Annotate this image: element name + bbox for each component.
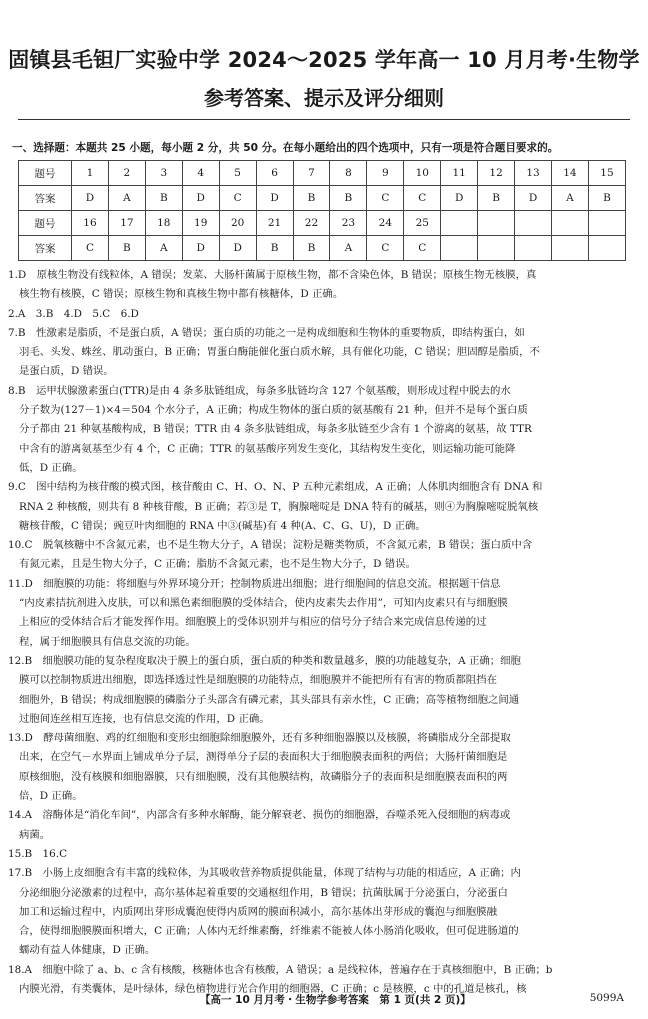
answer-cell: B [293,186,330,211]
header-divider [18,119,630,120]
question-number-cell [441,211,478,236]
answer-item-first-line: 2.A 3.B 4.D 5.C 6.D [8,307,139,320]
answer-item [8,536,632,575]
question-number-cell: 4 [182,161,219,186]
row-header: 题号 [19,161,72,186]
answer-item-line: 过胞间连丝相互连接，也有信息交流的作用，D 正确。 [19,712,270,725]
question-number-cell: 18 [145,211,182,236]
question-number-cell: 24 [367,211,404,236]
answer-cell: B [293,236,330,261]
answer-cell: C [219,186,256,211]
answer-item [8,324,632,382]
row-header: 答案 [19,236,72,261]
question-number-cell: 22 [293,211,330,236]
question-number-cell: 5 [219,161,256,186]
answer-item-line: 加工和运输过程中，内质网出芽形成囊泡使得内质网的膜面积减小，高尔基体出芽形成的囊泡与细胞膜融 [19,905,497,918]
row-header: 答案 [19,186,72,211]
answer-cell: C [404,186,441,211]
footer-page-info: 【高一 10 月月考・生物学参考答案 第 1 页(共 2 页)】 [200,994,471,1006]
answer-item-line: 羽毛、头发、蛛丝、肌动蛋白，B 正确；胃蛋白酶能催化蛋白质水解，具有催化功能，C 错误；胆固醇是脂质，不 [19,346,540,359]
answer-cell: B [145,186,182,211]
answer-cell: D [182,186,219,211]
answer-cell [515,236,552,261]
answer-item-line: 是蛋白质，D 错误。 [19,365,114,378]
answer-item [8,845,632,864]
answer-item [8,806,632,845]
answer-item-line: 病菌。 [19,828,51,841]
answer-cell: B [108,236,145,261]
answer-cell [441,236,478,261]
answer-item-line: 程，属于细胞膜具有信息交流的功能。 [19,635,196,648]
answer-item-line: 中含有的游离氨基至少有 4 个，C 正确；TTR 的氨基酸序列发生变化，其结构发生变化，则运输功能可能降 [19,442,516,455]
answer-item-line: 合，使得细胞膜膜面积增大，C 正确；人体内无纤维素酶，纤维素不能被人体小肠消化吸收，但可促进肠道的 [19,925,519,938]
answer-item-line: 倍，D 正确。 [19,790,83,803]
question-number-row [19,161,626,186]
question-number-cell [588,211,625,236]
answer-item [8,382,632,478]
question-number-cell: 1 [72,161,109,186]
answer-item-line: 分泌细胞分泌激素的过程中，高尔基体起着重要的交通枢纽作用，B 错误；抗菌肽属于分泌蛋白，分泌蛋白 [19,886,508,899]
answer-row [19,236,626,261]
answer-item-line: 核生物有核膜，C 错误；原核生物和真核生物中都有核糖体，D 正确。 [19,288,344,301]
answer-item [8,478,632,536]
question-number-cell: 3 [145,161,182,186]
answer-cell: C [367,186,404,211]
answer-item-line: 有氮元素，且是生物大分子，C 正确；脂肪不含氮元素，也不是生物大分子，D 错误。 [19,558,416,571]
answer-item-line: “内皮素拮抗剂进入皮肤，可以和黑色素细胞膜的受体结合，使内皮素失去作用”，可知内皮素只有与细胞膜 [19,597,508,610]
answer-item-line: 膜可以控制物质进出细胞，即选择透过性是细胞膜的功能特点，细胞膜并不能把所有有害的物质都阻挡在 [19,674,497,687]
question-number-cell: 7 [293,161,330,186]
row-header: 题号 [19,211,72,236]
question-number-cell: 19 [182,211,219,236]
exam-title: 固镇县毛钽厂实验中学 2024～2025 学年高一 10 月月考·生物学 [8,48,640,72]
answer-item-first-line: 13.D 酵母菌细胞、鸡的红细胞和变形虫细胞除细胞膜外，还有多种细胞器膜以及核膜，将磷脂成分全部提取 [8,732,511,745]
answer-item-first-line: 11.D 细胞膜的功能：将细胞与外界环境分开；控制物质进出细胞；进行细胞间的信息交流。根据题干信息 [8,577,501,590]
question-number-cell: 11 [441,161,478,186]
page-subtitle: 参考答案、提示及评分细则 [204,86,444,110]
question-number-cell: 9 [367,161,404,186]
answer-item [8,305,632,324]
answer-cell: D [182,236,219,261]
answer-item-line: 低，D 正确。 [19,461,83,474]
answer-cell: D [441,186,478,211]
answer-item-first-line: 8.B 运甲状腺激素蛋白(TTR)是由 4 条多肽链组成，每条多肽链均含 127 个氨基酸，则形成过程中脱去的水 [8,384,511,397]
answer-cell: D [256,186,293,211]
answer-item-first-line: 10.C 脱氧核糖中不含氮元素，也不是生物大分子，A 错误；淀粉是糖类物质，不含氮元素，B 错误；蛋白质中含 [8,539,533,552]
question-number-cell: 14 [551,161,588,186]
question-number-cell [551,211,588,236]
answer-item-line: RNA 2 种核酸，则共有 8 种核苷酸，B 正确；若③是 T，胸腺嘧啶是 DNA 特有的碱基，则④为胸腺嘧啶脱氧核 [19,500,539,513]
question-number-cell: 23 [330,211,367,236]
answer-item [8,729,632,806]
answer-item-line: 出来，在空气－水界面上铺成单分子层，测得单分子层的表面积大于细胞膜表面积的两倍；大肠杆菌细胞是 [19,751,508,764]
question-number-cell: 16 [72,211,109,236]
answer-cell: C [404,236,441,261]
section-heading: 一、选择题：本题共 25 小题，每小题 2 分，共 50 分。在每小题给出的四个选项中，只有一项是符合题目要求的。 [12,142,559,154]
answer-item-first-line: 15.B 16.C [8,847,68,860]
answer-cell: A [108,186,145,211]
question-number-cell: 20 [219,211,256,236]
answer-item [8,652,632,729]
question-number-cell: 2 [108,161,145,186]
answer-cell: B [588,186,625,211]
answer-cell: B [330,186,367,211]
question-number-cell: 25 [404,211,441,236]
answer-cell: A [145,236,182,261]
answer-item-first-line: 17.B 小肠上皮细胞含有丰富的线粒体，为其吸收营养物质提供能量，体现了结构与功能的相适应，A 正确；内 [8,867,521,880]
answer-cell: B [256,236,293,261]
answer-item [8,266,632,305]
question-number-cell: 17 [108,211,145,236]
answer-cell: A [551,186,588,211]
answer-item-line: 上相应的受体结合后才能发挥作用。细胞膜上的受体识别并与相应的信号分子结合来完成信息传递的过 [19,616,487,629]
question-number-cell: 15 [588,161,625,186]
question-number-row [19,211,626,236]
answer-item [8,575,632,652]
question-number-cell: 10 [404,161,441,186]
answer-cell: D [515,186,552,211]
answer-cell: D [72,186,109,211]
answer-item-line: 细胞外，B 错误；构成细胞膜的磷脂分子头部含有磷元素，其头部具有亲水性，C 正确；高等植物细胞之间通 [19,693,520,706]
answer-cell: B [478,186,515,211]
answer-item-line: 内膜光滑，有类囊体，是叶绿体，绿色植物进行光合作用的细胞器，C 正确；c 是核膜，c 中的孔道是核孔，核 [19,982,527,995]
answer-item [8,864,632,960]
answer-cell: D [219,236,256,261]
question-number-cell: 13 [515,161,552,186]
answer-item-first-line: 12.B 细胞膜功能的复杂程度取决于膜上的蛋白质，蛋白质的种类和数量越多，膜的功能越复杂，A 正确；细胞 [8,654,521,667]
answer-item-line: 原核细胞，没有核膜和细胞器膜，只有细胞膜，没有其他膜结构，故磷脂分子的表面积是细胞膜表面积的两 [19,770,508,783]
question-number-cell: 21 [256,211,293,236]
answer-explanations [8,266,632,999]
answer-item-line: 分子都由 21 种氨基酸构成，B 错误；TTR 由 4 条多肽链组成，每条多肽链至少含有 1 个游离的氨基，故 TTR [19,423,532,436]
answer-item-first-line: 14.A 溶酶体是“消化车间”，内部含有多种水解酶，能分解衰老、损伤的细胞器，吞噬杀死入侵细胞的病毒或 [8,809,511,822]
answer-item-line: 蠕动有益人体健康，D 正确。 [19,944,156,957]
question-number-cell [478,211,515,236]
answer-item-first-line: 18.A 细胞中除了 a、b、c 含有核酸，核糖体也含有核酸，A 错误；a 是线粒体，普遍存在于真核细胞中，B 正确；b [8,963,553,976]
answer-item-first-line: 9.C 图中结构为核苷酸的模式图，核苷酸由 C、H、O、N、P 五种元素组成，A 正确；人体肌肉细胞含有 DNA 和 [8,481,543,494]
answer-row [19,186,626,211]
answer-cell [478,236,515,261]
question-number-cell [515,211,552,236]
answer-cell: A [330,236,367,261]
answer-cell: C [72,236,109,261]
answer-item-first-line: 7.B 性激素是脂质，不是蛋白质，A 错误；蛋白质的功能之一是构成细胞和生物体的重要物质，即结构蛋白，如 [8,326,525,339]
footer-code: 5099A [589,992,624,1004]
question-number-cell: 6 [256,161,293,186]
answer-item-line: 糖核苷酸，C 错误；豌豆叶肉细胞的 RNA 中③(碱基)有 4 种(A、C、G、U)，D 正确。 [19,519,426,532]
answer-cell [551,236,588,261]
answer-table [18,160,626,261]
answer-cell [588,236,625,261]
question-number-cell: 8 [330,161,367,186]
answer-cell: C [367,236,404,261]
answer-item-first-line: 1.D 原核生物没有线粒体，A 错误；发菜、大肠杆菌属于原核生物，都不含染色体，B 错误；原核生物无核膜，真 [8,269,537,281]
question-number-cell: 12 [478,161,515,186]
answer-item-line: 分子数为(127－1)×4＝504 个水分子，A 正确；构成生物体的蛋白质的氨基酸有 21 种，但并不是每个蛋白质 [19,404,528,417]
